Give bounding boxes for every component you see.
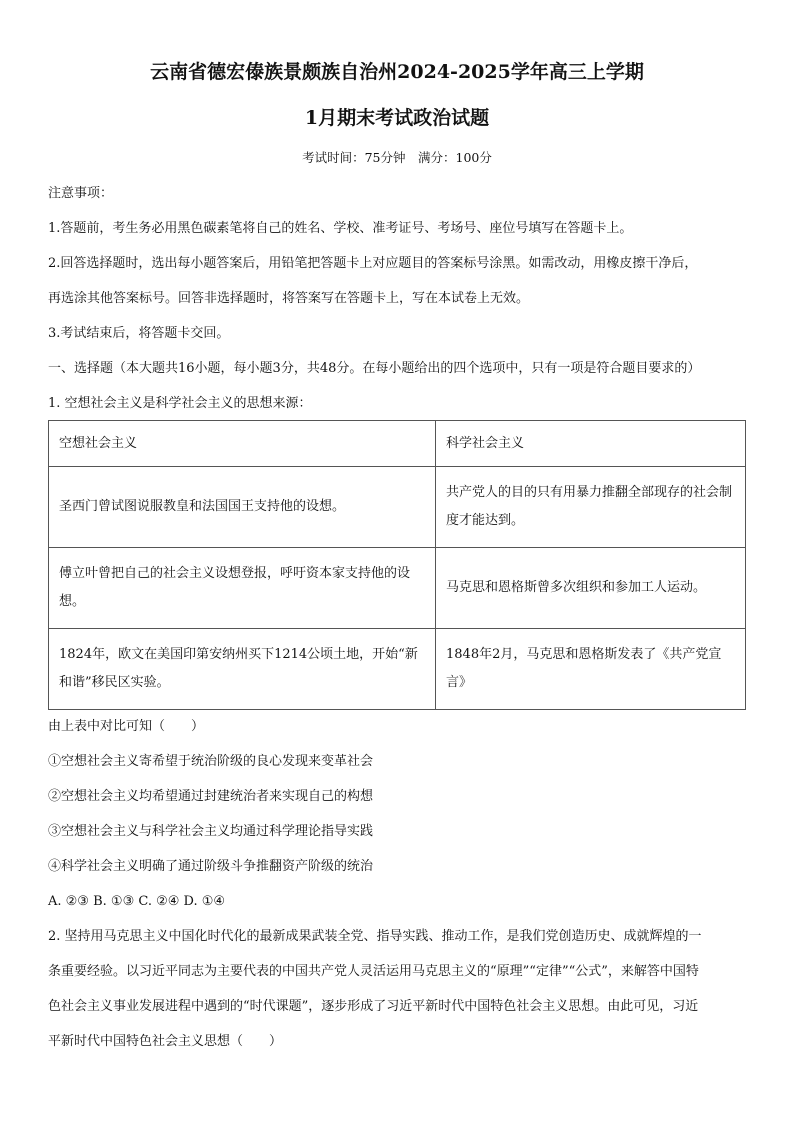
q1-statement: ④科学社会主义明确了通过阶级斗争推翻资产阶级的统治 <box>48 859 374 874</box>
table-row <box>49 467 746 548</box>
table-row <box>49 548 746 629</box>
table-cell: 傅立叶曾把自己的社会主义设想登报，呼吁资本家支持他的设想。 <box>49 548 436 629</box>
table-cell: 马克思和恩格斯曾多次组织和参加工人运动。 <box>436 548 746 629</box>
q2-line-2: 条重要经验。以习近平同志为主要代表的中国共产党人灵活运用马克思主义的“原理”“定律”“公式”，来解答中国特 <box>48 964 699 979</box>
table-header-cell: 科学社会主义 <box>436 421 746 467</box>
table-row <box>49 629 746 710</box>
notes-item-2-line-2: 再选涂其他答案标号。回答非选择题时，将答案写在答题卡上，写在本试卷上无效。 <box>48 291 530 306</box>
q1-options: A. ②③ B. ①③ C. ②④ D. ①④ <box>48 894 226 909</box>
notes-item-1: 1.答题前，考生务必用黑色碳素笔将自己的姓名、学校、准考证号、考场号、座位号填写在答题卡上。 <box>48 221 633 236</box>
table-header-row <box>49 421 746 467</box>
q1-stem: 1. 空想社会主义是科学社会主义的思想来源： <box>48 396 312 411</box>
exam-meta: 考试时间：75分钟 满分：100分 <box>302 150 492 165</box>
table-header-cell: 空想社会主义 <box>49 421 436 467</box>
q2-line-1: 2. 坚持用马克思主义中国化时代化的最新成果武装全党、指导实践、推动工作，是我们党创造历史、成就辉煌的一 <box>48 929 702 944</box>
q1-prompt: 由上表中对比可知（ ） <box>48 719 205 734</box>
table-cell: 1824年，欧文在美国印第安纳州买下1214公顷土地，开始“新和谐”移民区实验。 <box>49 629 436 710</box>
exam-title-line-1: 云南省德宏傣族景颇族自治州2024-2025学年高三上学期 <box>150 61 644 83</box>
table-cell: 圣西门曾试图说服教皇和法国国王支持他的设想。 <box>49 467 436 548</box>
section-heading: 一、选择题（本大题共16小题，每小题3分，共48分。在每小题给出的四个选项中，只有一项是符合题目要求的） <box>48 361 701 376</box>
table-cell: 1848年2月，马克思和恩格斯发表了《共产党宣言》 <box>436 629 746 710</box>
q2-line-3: 色社会主义事业发展进程中遇到的“时代课题”，逐步形成了习近平新时代中国特色社会主义思想。由此可见，习近 <box>48 999 699 1014</box>
notes-item-2-line-1: 2.回答选择题时，选出每小题答案后，用铅笔把答题卡上对应题目的答案标号涂黑。如需改动，用橡皮擦干净后， <box>48 256 698 271</box>
exam-title-line-2: 1月期末考试政治试题 <box>304 107 490 129</box>
comparison-table <box>48 420 746 710</box>
q1-statement: ②空想社会主义均希望通过封建统治者来实现自己的构想 <box>48 789 374 804</box>
notes-heading: 注意事项： <box>48 186 114 201</box>
q2-line-4: 平新时代中国特色社会主义思想（ ） <box>48 1034 283 1049</box>
q1-statement: ③空想社会主义与科学社会主义均通过科学理论指导实践 <box>48 824 374 839</box>
notes-item-3: 3.考试结束后，将答题卡交回。 <box>48 326 230 341</box>
table-cell: 共产党人的目的只有用暴力推翻全部现存的社会制度才能达到。 <box>436 467 746 548</box>
q1-statement: ①空想社会主义寄希望于统治阶级的良心发现来变革社会 <box>48 754 374 769</box>
